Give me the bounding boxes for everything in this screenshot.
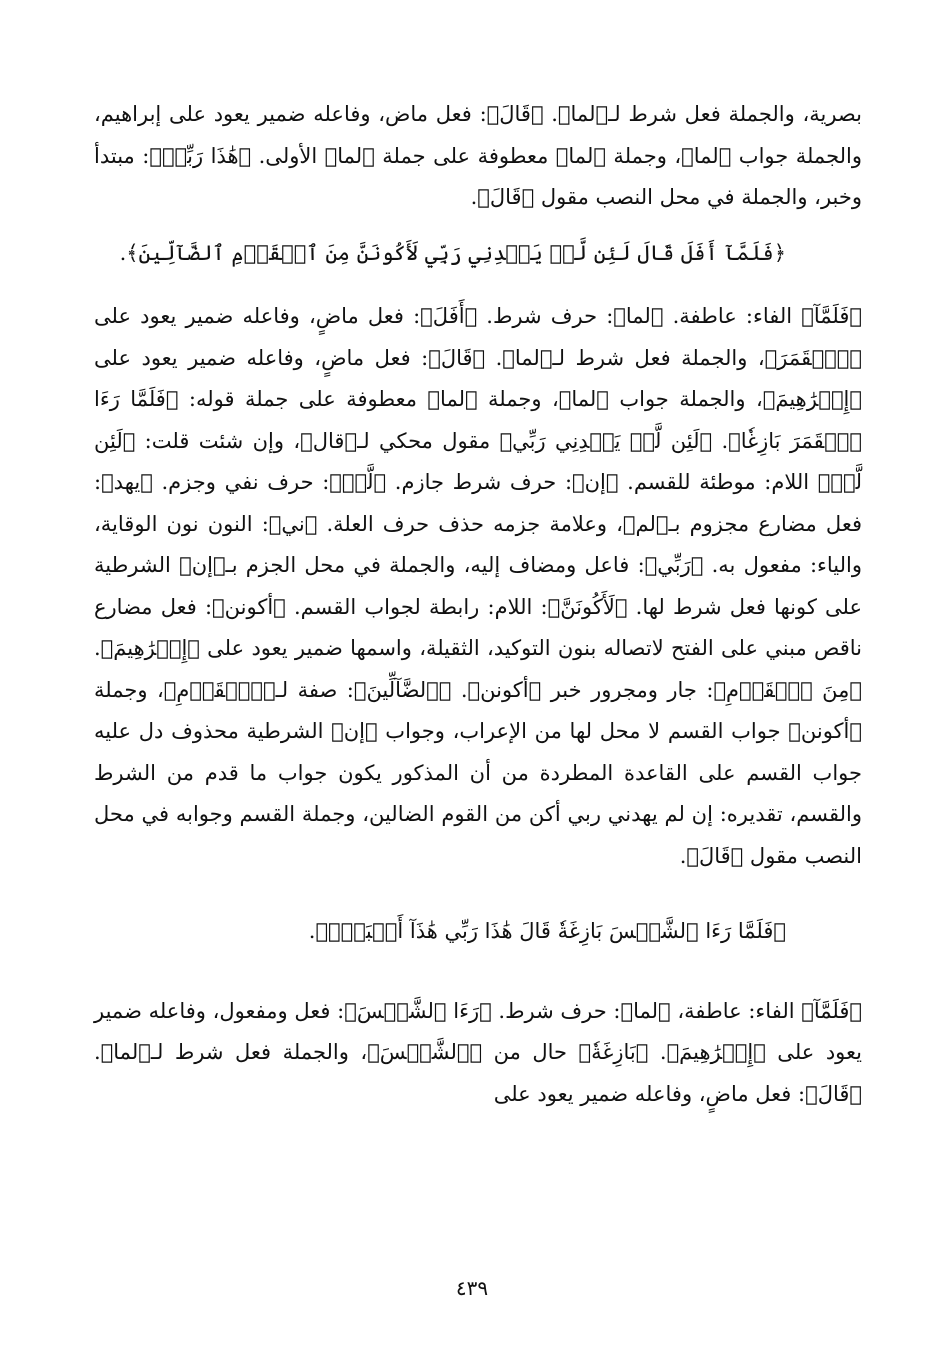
paragraph-2: ﴿فَلَمَّآ﴾ الفاء: عاطفة. ﴿لما﴾: حرف شرط. ﴿أَفَلَ﴾: فعل ماضٍ، وفاعله ضمير يعود على ﴿ٱلۡقَمَرَ﴾، والجملة فعل شرط لـ﴿لما﴾. ﴿قَالَ﴾: فعل ماضٍ، وفاعله ضمير يعود على ﴿إِبۡرَٰهِيمَ﴾، والجملة جواب ﴿لما﴾، وجملة ﴿لما﴾ معطوفة على جملة قوله: ﴿فَلَمَّا رَءَا ٱلۡقَمَرَ بَازِغٗا﴾. ﴿لَئِن لَّمۡ يَهۡدِنِي رَبِّي﴾ مقول محكي لـ﴿قال﴾، وإن شئت قلت: ﴿لَئِن لَّمۡ﴾ اللام: موطئة للقسم. ﴿إن﴾: حرف شرط جازم. ﴿لَّمۡ﴾: حرف نفي وجزم. ﴿يهد﴾: فعل مضارع مجزوم بـ﴿لم﴾، وعلامة جزمه حذف حرف العلة. ﴿ني﴾: النون نون الوقاية، والياء: مفعول به. ﴿رَبِّي﴾: فاعل ومضاف إليه، والجملة في محل الجزم بـ﴿إن﴾ الشرطية على كونها فعل شرط لها. ﴿لَأَكُونَنَّ﴾: اللام: رابطة لجواب القسم. ﴿أكونن﴾: فعل مضارع ناقص مبني على الفتح لاتصاله بنون التوكيد، الثقيلة، واسمها ضمير يعود على ﴿إِبۡرَٰهِيمَ﴾. ﴿مِنَ ٱلۡقَوۡمِ﴾: جار ومجرور خبر ﴿أكونن﴾. ﴿ٱلضَّآلِّينَ﴾: صفة لـ﴿ٱلۡقَوۡمِ﴾، وجملة ﴿أكونن﴾ جواب القسم لا محل لها من الإعراب، وجواب ﴿إن﴾ الشرطية محذوف دل عليه جواب القسم على القاعدة المطردة من أن المذكور يكون جواب ما قدم من الشرط والقسم، تقديره: إن لم يهدني ربي أكن من القوم الضالين، وجملة القسم وجوابه في محل النصب مقول ﴿قَالَ﴾. xyxy=(94,304,862,868)
paragraph-1: بصرية، والجملة فعل شرط لـ﴿لما﴾. ﴿قَالَ﴾: فعل ماض، وفاعله ضمير يعود على إبراهيم، والجملة جواب ﴿لما﴾، وجملة ﴿لما﴾ معطوفة على جملة ﴿لما﴾ الأولى. ﴿هَٰذَا رَبِّيۖ﴾: مبتدأ وخبر، والجملة في محل النصب مقول ﴿قَالَ﴾. xyxy=(94,102,862,209)
quran-verse-1: ﴿فَلَمَّآ أَفَلَ قَالَ لَئِن لَّمۡ يَهۡدِنِي رَبِّي لَأَكُونَنَّ مِنَ ٱلۡقَوۡمِ ٱلضَّآلِّينَ﴾. xyxy=(119,240,786,265)
quran-verse-2: ﴿فَلَمَّا رَءَا ٱلشَّمۡسَ بَازِغَةٗ قَالَ هَٰذَا رَبِّي هَٰذَآ أَكۡبَرُۖ﴾. xyxy=(308,919,786,943)
page-number: ٤٣٩ xyxy=(455,1276,489,1300)
page-body xyxy=(94,94,862,1115)
paragraph-3: ﴿فَلَمَّآ﴾ الفاء: عاطفة، ﴿لما﴾: حرف شرط. ﴿رَءَا ٱلشَّمۡسَ﴾: فعل ومفعول، وفاعله ضمير يعود على ﴿إِبۡرَٰهِيمَ﴾. ﴿بَازِغَةٗ﴾ حال من ﴿ٱلشَّمۡسَ﴾، والجملة فعل شرط لـ﴿لما﴾. ﴿قَالَ﴾: فعل ماضٍ، وفاعله ضمير يعود على xyxy=(94,998,862,1106)
